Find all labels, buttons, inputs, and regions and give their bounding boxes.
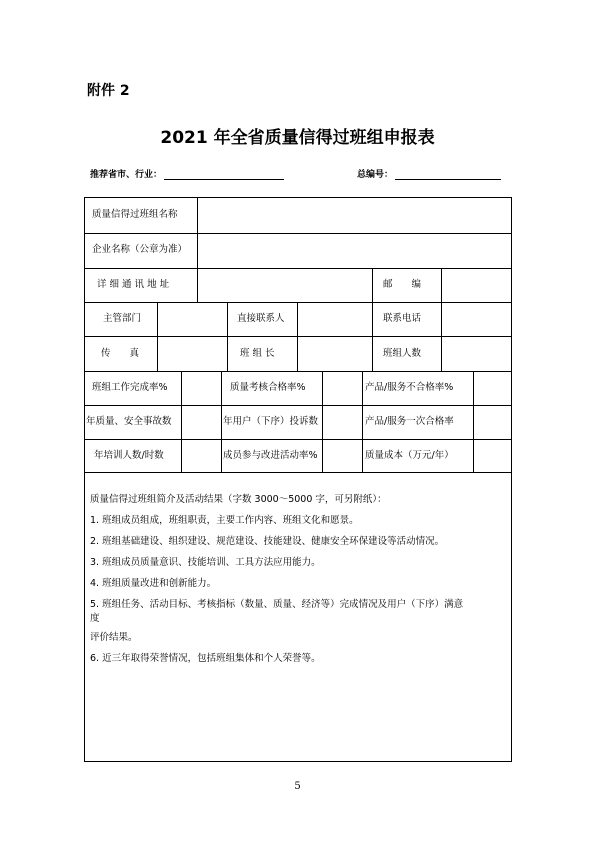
col-divider: [372, 268, 373, 302]
col-divider: [441, 302, 442, 371]
intro-item: 3. 班组成员质量意识、技能培训、工具方法应用能力。: [90, 557, 321, 568]
contact-person-label: 直接联系人: [237, 313, 285, 324]
postcode-label: 邮 编: [383, 279, 422, 290]
participation-rate-label: 成员参与改进活动率%: [223, 450, 318, 461]
intro-item: 评价结果。: [90, 632, 138, 643]
work-completion-label: 班组工作完成率%: [92, 382, 168, 393]
col-divider: [181, 371, 182, 472]
intro-heading: 质量信得过班组简介及活动结果（字数 3000～5000 字，可另附纸）：: [90, 494, 387, 505]
col-divider: [221, 371, 222, 472]
intro-item: 1. 班组成员组成，班组职责，主要工作内容、班组文化和愿景。: [90, 515, 359, 526]
col-divider: [157, 302, 158, 371]
phone-label: 联系电话: [383, 313, 422, 324]
defect-rate-label: 产品/服务不合格率%: [365, 382, 454, 393]
intro-item: 2. 班组基础建设、组织建设、规范建设、技能建设、健康安全环保建设等活动情况。: [90, 536, 445, 547]
intro-section: [90, 494, 502, 674]
row-divider: [85, 233, 511, 234]
team-name-label: 质量信得过班组名称: [92, 209, 178, 220]
col-divider: [322, 371, 323, 472]
intro-item: 4. 班组质量改进和创新能力。: [90, 578, 217, 589]
row-divider: [85, 405, 511, 406]
row-divider: [85, 268, 511, 269]
col-divider: [473, 371, 474, 472]
recommend-field: [90, 167, 284, 180]
row-divider: [85, 336, 511, 337]
col-divider: [227, 302, 228, 371]
col-divider: [441, 268, 442, 302]
page-number: 5: [294, 781, 301, 792]
row-divider: [85, 439, 511, 440]
team-leader-label: 班 组 长: [240, 348, 275, 359]
row-divider: [85, 371, 511, 372]
serial-field: [357, 167, 501, 180]
row-divider: [85, 472, 511, 473]
col-divider: [362, 371, 363, 472]
team-size-label: 班组人数: [383, 348, 422, 359]
quality-cost-label: 质量成本（万元/年）: [365, 450, 454, 461]
accident-count-label: 年质量、安全事故数: [86, 416, 172, 427]
first-pass-rate-label: 产品/服务一次合格率: [365, 416, 454, 427]
application-form: [84, 197, 512, 762]
quality-pass-rate-label: 质量考核合格率%: [230, 382, 306, 393]
recommend-label: 推荐省市、行业：: [90, 170, 163, 180]
department-label: 主管部门: [103, 313, 142, 324]
fax-label: 传 真: [101, 348, 140, 359]
training-label: 年培训人数/时数: [94, 450, 164, 461]
company-name-label: 企业名称（公章为准）: [92, 244, 188, 255]
col-divider: [197, 198, 198, 302]
intro-item: 度: [90, 613, 100, 624]
complaint-count-label: 年用户（下序）投诉数: [223, 416, 319, 427]
serial-blank[interactable]: [395, 168, 501, 180]
intro-item: 6. 近三年取得荣誉情况，包括班组集体和个人荣誉等。: [90, 653, 321, 664]
col-divider: [297, 302, 298, 371]
row-divider: [85, 302, 511, 303]
recommend-blank[interactable]: [164, 168, 284, 180]
serial-label: 总编号：: [357, 170, 394, 180]
col-divider: [372, 302, 373, 371]
page-title: 2021 年全省质量信得过班组申报表: [160, 128, 435, 148]
address-label: 详 细 通 讯 地 址: [97, 279, 170, 290]
intro-item: 5. 班组任务、活动目标、考核指标（数量、质量、经济等）完成情况及用户（下序）满意: [90, 599, 464, 610]
attachment-label: 附件 2: [87, 83, 130, 99]
